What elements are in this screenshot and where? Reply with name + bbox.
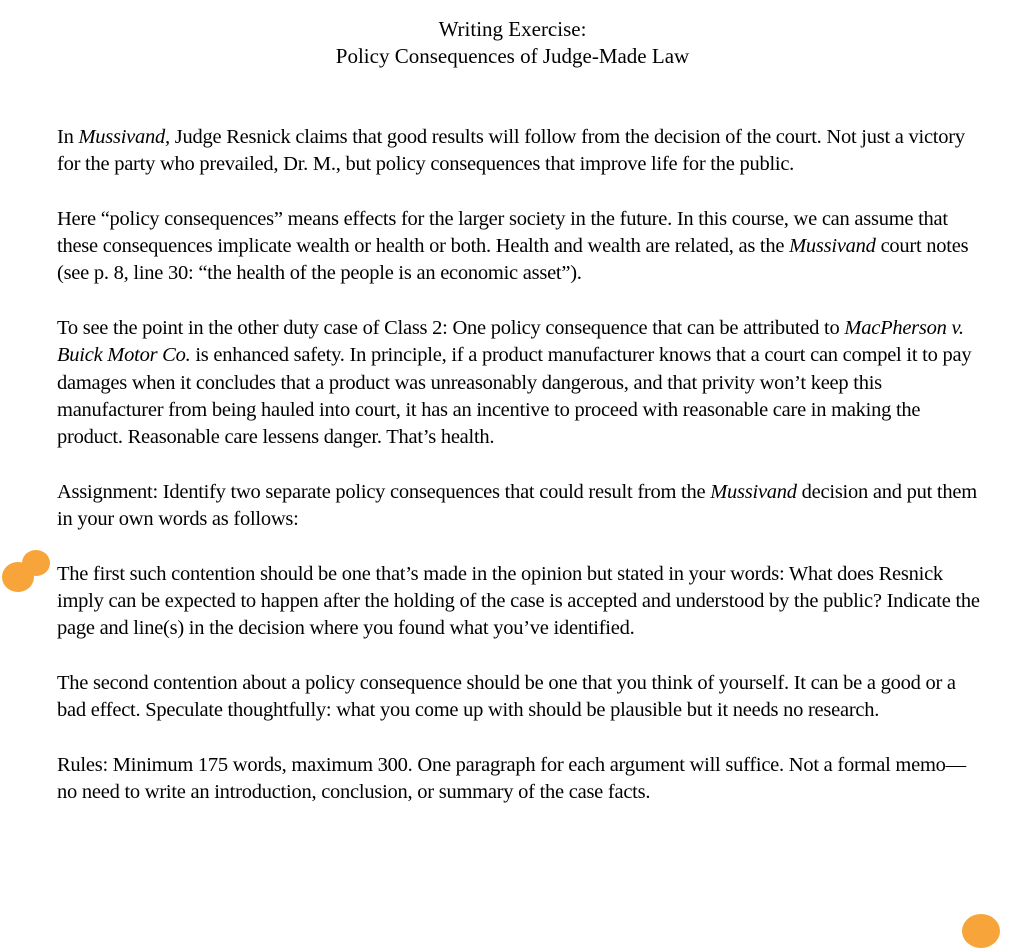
paragraph-macpherson-example <box>57 315 982 451</box>
paragraph-second-contention: The second contention about a policy consequence should be one that you think of yourself. It can be a good or a bad effect. Speculate thoughtfully: what you come up with should be plausible but it needs no research. <box>57 672 956 722</box>
paragraph-intro-text-c: Judge Resnick claims that good results will follow from the decision of the court. Not just a victory for the party who prevailed, Dr. M., but policy consequences that improve life for the public. <box>57 126 965 176</box>
highlight-mark-left <box>0 548 56 596</box>
highlight-mark-bottom-right <box>958 910 1004 946</box>
title-line-2: Policy Consequences of Judge-Made Law <box>335 44 690 68</box>
highlight-dot-small <box>22 550 50 576</box>
paragraph-rules: Rules: Minimum 175 words, maximum 300. One paragraph for each argument will suffice. Not a formal memo—no need to write an introduction, conclusion, or summary of the case facts. <box>57 754 966 804</box>
highlight-dot-corner <box>962 914 1000 948</box>
paragraph-assignment-text-a: Assignment: Identify two separate policy consequences that could result from the <box>57 480 711 503</box>
paragraph-intro-text-a: In <box>57 126 79 148</box>
case-name-macpherson: MacPherson v. Buick Motor Co. <box>57 317 964 367</box>
paragraph-policy-text-a: Here “policy consequences” means effects for the larger society in the future. In this course, we can assume that these consequences implicate wealth or health or both. Health and wealth are related, as the <box>57 208 948 258</box>
case-name-mussivand: Mussivand, <box>78 126 170 148</box>
paragraph-first-contention: The first such contention should be one that’s made in the opinion but stated in your words: What does Resnick imply can be expected to happen after the holding of the case is accepted and understood by the public? Indicate the page and line(s) in the decision where you found what you’ve identified. <box>57 562 980 640</box>
paragraph-policy-definition <box>57 206 982 288</box>
title-line-1: Writing Exercise: <box>438 17 587 41</box>
paragraph-example-text-a: To see the point in the other duty case of Class 2: One policy consequence that can be attributed to <box>57 317 845 340</box>
paragraph-assignment <box>57 479 982 533</box>
paragraph-assignment-text-c: decision and put them in your own words as follows: <box>57 480 977 531</box>
case-name-mussivand: Mussivand <box>710 480 797 503</box>
paragraph-policy-text-c: court notes (see p. 8, line 30: “the health of the people is an economic asset”). <box>57 235 969 285</box>
document-body <box>57 124 982 834</box>
paragraph-example-text-c: is enhanced safety. In principle, if a product manufacturer knows that a court can compel it to pay damages when it concludes that a product was unreasonably dangerous, and that privity won’t keep this manufacturer from being hauled into court, it has an incentive to proceed with reasonable care in making the product. Reasonable care lessens danger. That’s health. <box>57 344 972 449</box>
case-name-mussivand: Mussivand <box>789 235 876 258</box>
paragraph-intro <box>57 124 982 178</box>
document-title <box>0 16 1025 70</box>
